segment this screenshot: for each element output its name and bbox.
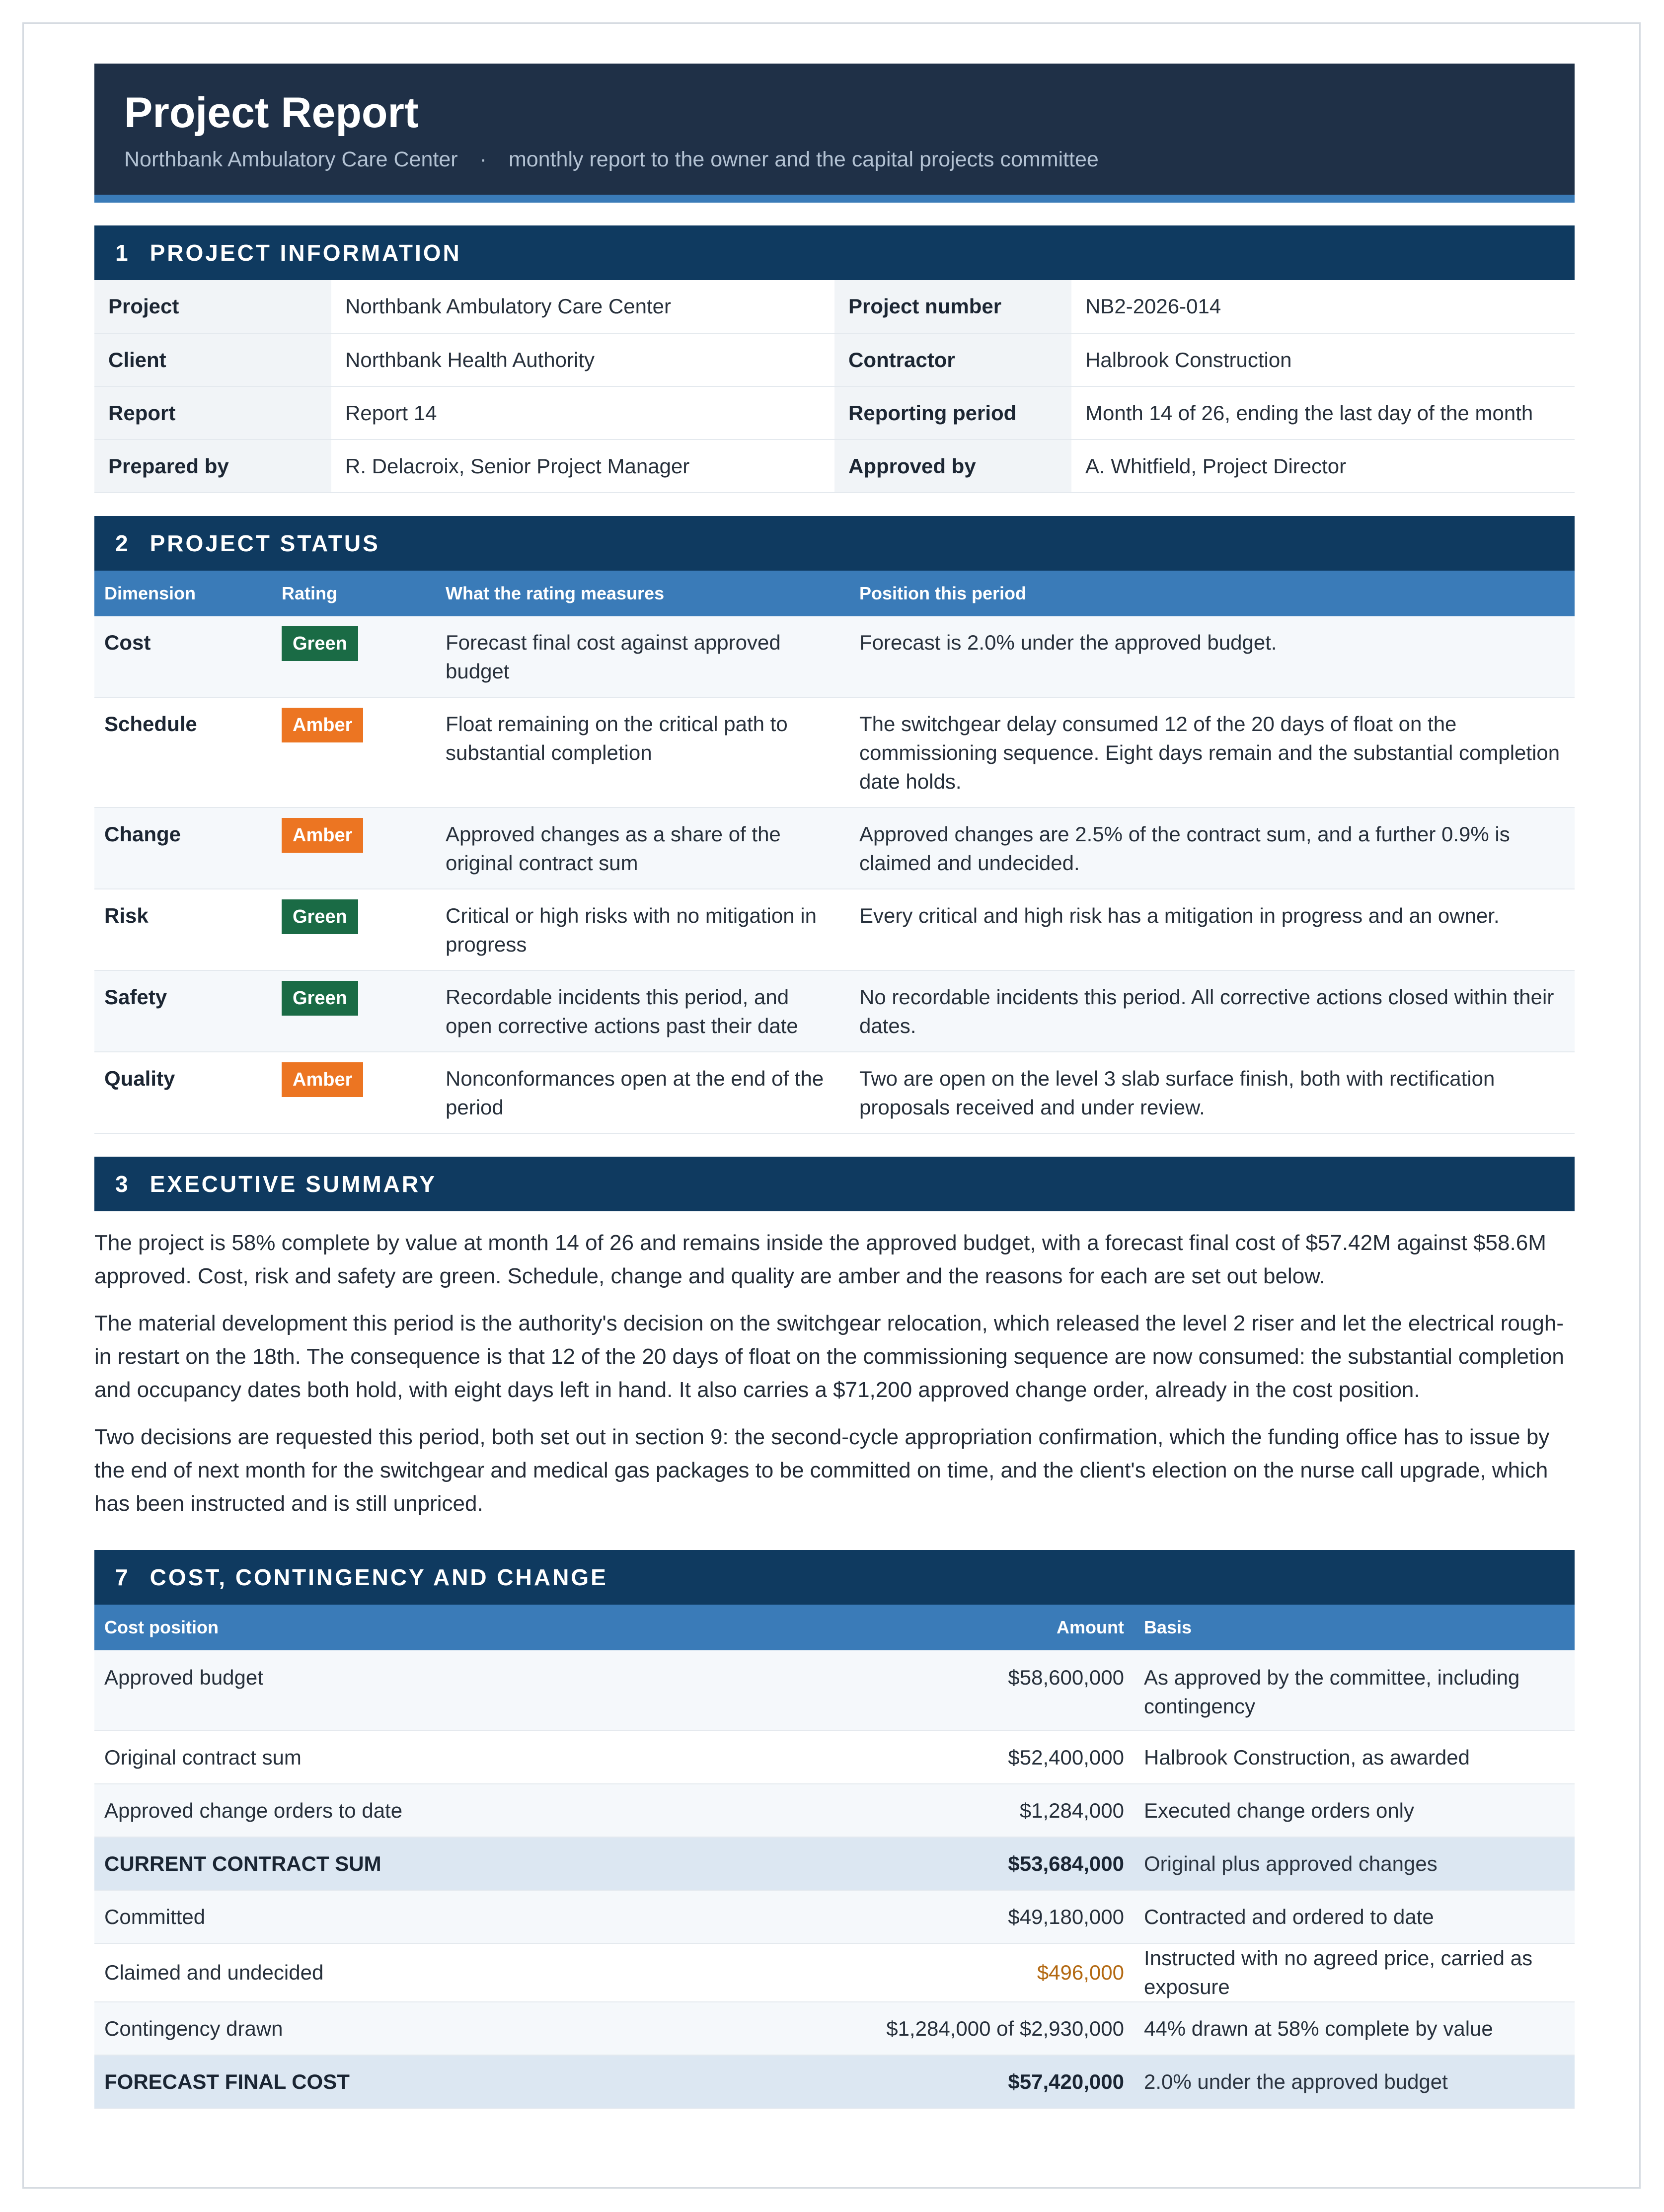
report-content [94,64,1575,2109]
info-value: A. Whitfield, Project Director [1071,440,1575,493]
table-row [94,1052,1575,1133]
cost-basis: 44% drawn at 58% complete by value [1134,2002,1575,2055]
cost-amount: $1,284,000 of $2,930,000 [820,2002,1134,2055]
page-title: Project Report [124,89,419,137]
table-row [94,2002,1575,2055]
table-row [94,1890,1575,1943]
table-row [94,616,1575,697]
status-badge: Green [282,899,358,934]
cost-amount: $1,284,000 [820,1784,1134,1837]
status-measures: Nonconformances open at the end of the period [436,1052,849,1133]
subtitle-description: monthly report to the owner and the capital projects committee [508,147,1099,171]
section-number: 2 [115,530,130,556]
cost-label: Approved budget [94,1650,820,1731]
column-header: Dimension [94,571,272,616]
cost-label: Contingency drawn [94,2002,820,2055]
status-dimension: Risk [94,889,272,970]
table-row [94,1943,1575,2002]
cost-amount: $53,684,000 [820,1837,1134,1890]
status-position: Every critical and high risk has a mitigation in progress and an owner. [849,889,1575,970]
table-row [94,1784,1575,1837]
info-value: Northbank Ambulatory Care Center [331,280,834,333]
cost-basis: Original plus approved changes [1134,1837,1575,1890]
section-number: 1 [115,240,130,266]
status-position: Forecast is 2.0% under the approved budget. [849,616,1575,697]
status-badge: Amber [282,818,363,853]
report-header [94,64,1575,203]
cost-label: Approved change orders to date [94,1784,820,1837]
summary-paragraph: The project is 58% complete by value at month 14 of 26 and remains inside the approved budget, with a forecast final cost of $57.42M against $58.6M approved. Cost, risk and safety are green. Schedule, change and quality are amber and the reasons for each are set out below. [94,1231,1546,1288]
status-measures: Recordable incidents this period, and open corrective actions past their date [436,970,849,1052]
status-badge: Amber [282,1062,363,1097]
table-row [94,1650,1575,1731]
section-title: COST, CONTINGENCY AND CHANGE [150,1564,608,1590]
project-status-table [94,571,1575,1134]
info-key: Project number [834,280,1071,333]
info-row [94,280,1575,333]
info-value: Month 14 of 26, ending the last day of the month [1071,386,1575,440]
info-row [94,386,1575,440]
status-position: Approved changes are 2.5% of the contract sum, and a further 0.9% is claimed and undecided. [849,808,1575,889]
page-subtitle [124,147,1545,172]
column-header: Position this period [849,571,1575,616]
cost-label: Original contract sum [94,1731,820,1784]
subtitle-project: Northbank Ambulatory Care Center [124,147,458,171]
summary-paragraph: Two decisions are requested this period, both set out in section 9: the second-cycle appropriation confirmation, which the funding office has to issue by the end of next month for the switchgear and medical gas packages to be committed on time, and the client's election on the nurse call upgrade, which has been instructed and is still unpriced. [94,1425,1550,1516]
info-row [94,333,1575,386]
column-header: What the rating measures [436,571,849,616]
cost-basis: 2.0% under the approved budget [1134,2055,1575,2108]
section-title: EXECUTIVE SUMMARY [150,1171,437,1197]
table-row [94,1731,1575,1784]
table-row [94,970,1575,1052]
info-key: Approved by [834,440,1071,493]
info-key: Reporting period [834,386,1071,440]
cost-basis: As approved by the committee, including contingency [1134,1650,1575,1731]
subtitle-separator: · [479,147,487,171]
section-number: 7 [115,1564,130,1590]
cost-label: CURRENT CONTRACT SUM [94,1837,820,1890]
table-row-total [94,1837,1575,1890]
info-key: Contractor [834,333,1071,386]
cost-label: Claimed and undecided [94,1943,820,2002]
cost-basis: Instructed with no agreed price, carried as exposure [1134,1943,1575,2002]
table-row [94,697,1575,808]
status-badge: Amber [282,708,363,742]
cost-amount: $52,400,000 [820,1731,1134,1784]
cost-amount: $496,000 [820,1943,1134,2002]
section-header-cost [94,1550,1575,1605]
table-row [94,889,1575,970]
status-position: Two are open on the level 3 slab surface finish, both with rectification proposals received and under review. [849,1052,1575,1133]
info-key: Report [94,386,331,440]
info-key: Prepared by [94,440,331,493]
info-key: Client [94,333,331,386]
info-value: Halbrook Construction [1071,333,1575,386]
section-header-project-information [94,225,1575,280]
status-measures: Float remaining on the critical path to substantial completion [436,697,849,808]
status-dimension: Schedule [94,697,272,808]
cost-label: Committed [94,1890,820,1943]
cost-label: FORECAST FINAL COST [94,2055,820,2108]
executive-summary [94,1211,1575,1520]
status-badge: Green [282,626,358,661]
status-measures: Critical or high risks with no mitigation in progress [436,889,849,970]
info-value: Northbank Health Authority [331,333,834,386]
info-key: Project [94,280,331,333]
status-dimension: Change [94,808,272,889]
status-position: The switchgear delay consumed 12 of the 20 days of float on the commissioning sequence. Eight days remain and the substantial completion date holds. [849,697,1575,808]
column-header: Amount [820,1605,1134,1650]
status-dimension: Quality [94,1052,272,1133]
status-dimension: Safety [94,970,272,1052]
cost-position-table [94,1605,1575,2109]
table-header-row [94,1605,1575,1650]
info-row [94,440,1575,493]
cost-amount: $57,420,000 [820,2055,1134,2108]
status-measures: Forecast final cost against approved budget [436,616,849,697]
info-value: NB2-2026-014 [1071,280,1575,333]
cost-amount: $58,600,000 [820,1650,1134,1731]
section-header-executive-summary [94,1157,1575,1211]
table-header-row [94,571,1575,616]
status-measures: Approved changes as a share of the original contract sum [436,808,849,889]
section-header-project-status [94,516,1575,571]
table-row-total [94,2055,1575,2108]
section-title: PROJECT INFORMATION [150,240,461,266]
column-header: Rating [272,571,436,616]
cost-basis: Halbrook Construction, as awarded [1134,1731,1575,1784]
cost-basis: Executed change orders only [1134,1784,1575,1837]
table-row [94,808,1575,889]
status-dimension: Cost [94,616,272,697]
summary-paragraph: The material development this period is the authority's decision on the switchgear relocation, which released the level 2 riser and let the electrical rough-in restart on the 18th. The consequence is that 12 of the 20 days of float on the commissioning sequence are now consumed: the substantial completion and occupancy dates both hold, with eight days left in hand. It also carries a $71,200 approved change order, already in the cost position. [94,1311,1564,1402]
report-page [22,22,1641,2189]
section-title: PROJECT STATUS [150,530,380,556]
cost-amount: $49,180,000 [820,1890,1134,1943]
cost-basis: Contracted and ordered to date [1134,1890,1575,1943]
info-value: Report 14 [331,386,834,440]
section-number: 3 [115,1171,130,1197]
status-badge: Green [282,981,358,1016]
column-header: Basis [1134,1605,1575,1650]
column-header: Cost position [94,1605,820,1650]
project-information-table [94,280,1575,493]
status-position: No recordable incidents this period. All corrective actions closed within their dates. [849,970,1575,1052]
info-value: R. Delacroix, Senior Project Manager [331,440,834,493]
